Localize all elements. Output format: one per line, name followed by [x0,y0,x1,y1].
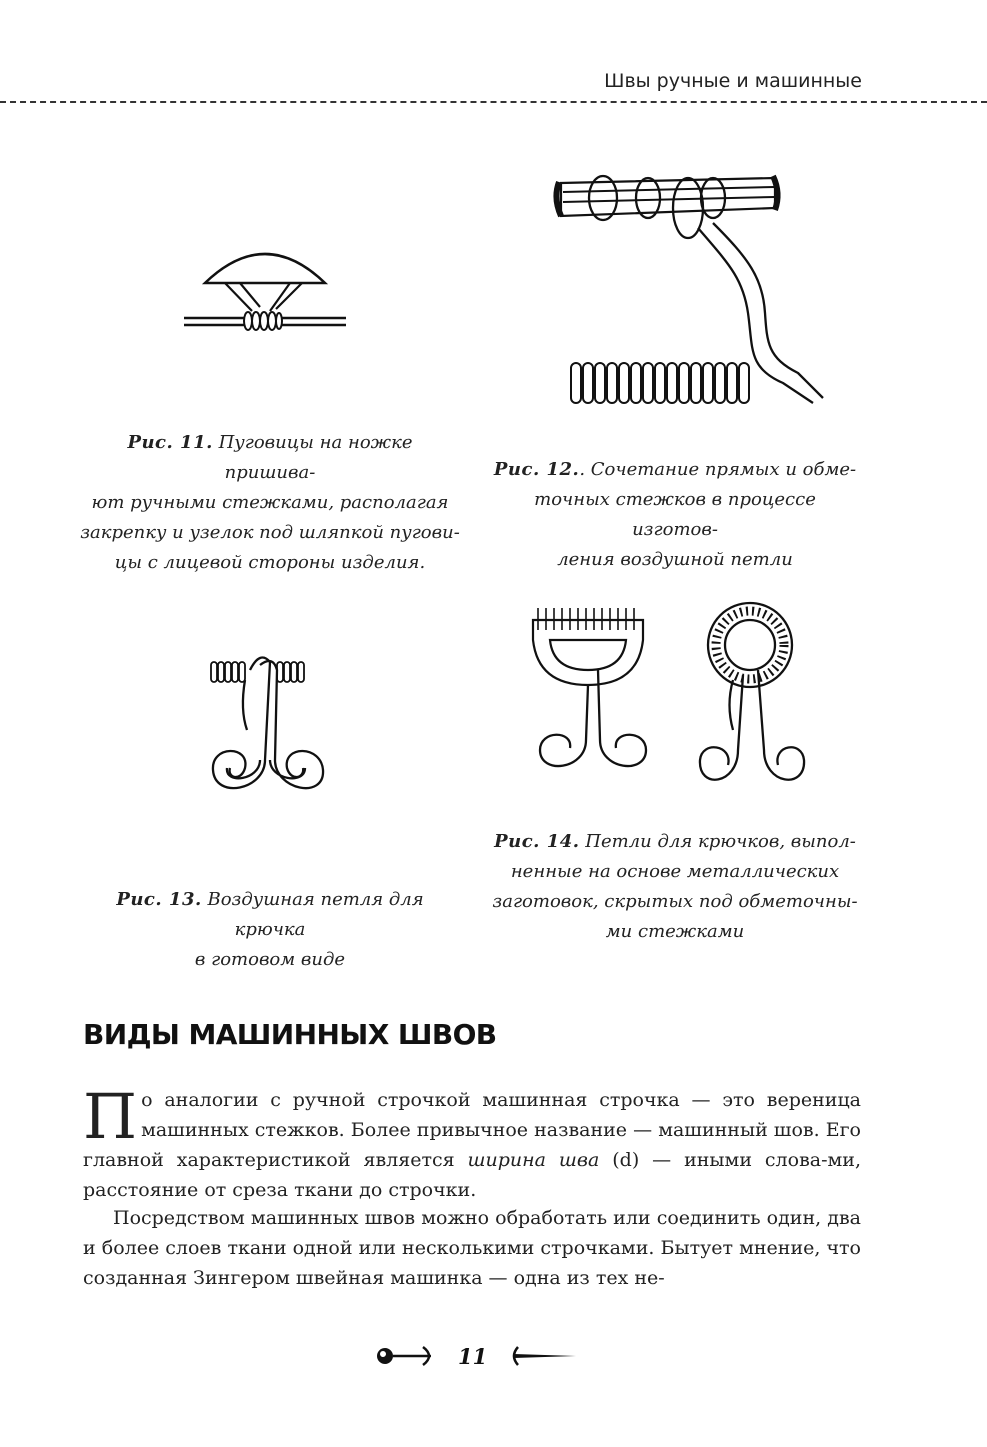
figure-12-loop-process-illustration [553,168,828,418]
needle-right-icon [508,1343,580,1369]
figure-13-label: Рис. 13. [116,889,202,910]
figure-11-caption: Рис. 11. Пуговицы на ножке пришива- ют ручными стежками, располагая закрепку и узелок под шляпкой пугови- цы с лицевой стороны изделия. [80,432,460,573]
figure-14-metal-loops-illustration [528,600,818,815]
figure-14-label: Рис. 14. [494,831,580,852]
paragraph-1: По аналогии с ручной строчкой машинная строчка — это вереница машинных стежков. Более привычное название — машинный шов. Его главной характеристикой является ширина шва (d) — иными слова-ми, расстояние от среза ткани до строчки. [83,1080,861,1201]
paragraph-2: Посредством машинных швов можно обработать или соединить один, два и более слоев ткани одной или несколькими строчками. Бытует мнение, что созданная Зингером швейная машинка — одна из тех не- [83,1207,861,1289]
figure-12-label: Рис. 12. [493,459,580,480]
drop-cap: П [83,1080,138,1153]
figure-11-label: Рис. 11. [127,432,213,453]
header-dashed-rule [0,101,987,103]
running-head: Швы ручные и машинные [604,70,862,92]
section-title: ВИДЫ МАШИННЫХ ШВОВ [83,1018,497,1051]
pin-left-icon [375,1343,437,1369]
figure-13-caption: Рис. 13. Воздушная петля для крючка в готовом виде [116,889,424,970]
figure-12-caption: Рис. 12.. Сочетание прямых и обме- точных стежков в процессе изготов- ления воздушной петли [493,459,857,570]
figure-11-button-illustration [180,245,350,335]
figure-14-caption: Рис. 14. Петли для крючков, выпол- ненные на основе металлических заготовок, скрытых под обметочны- ми стежками [492,831,858,942]
page-number: 11 [458,1344,488,1369]
figure-13-loop-finished-illustration [205,650,330,810]
